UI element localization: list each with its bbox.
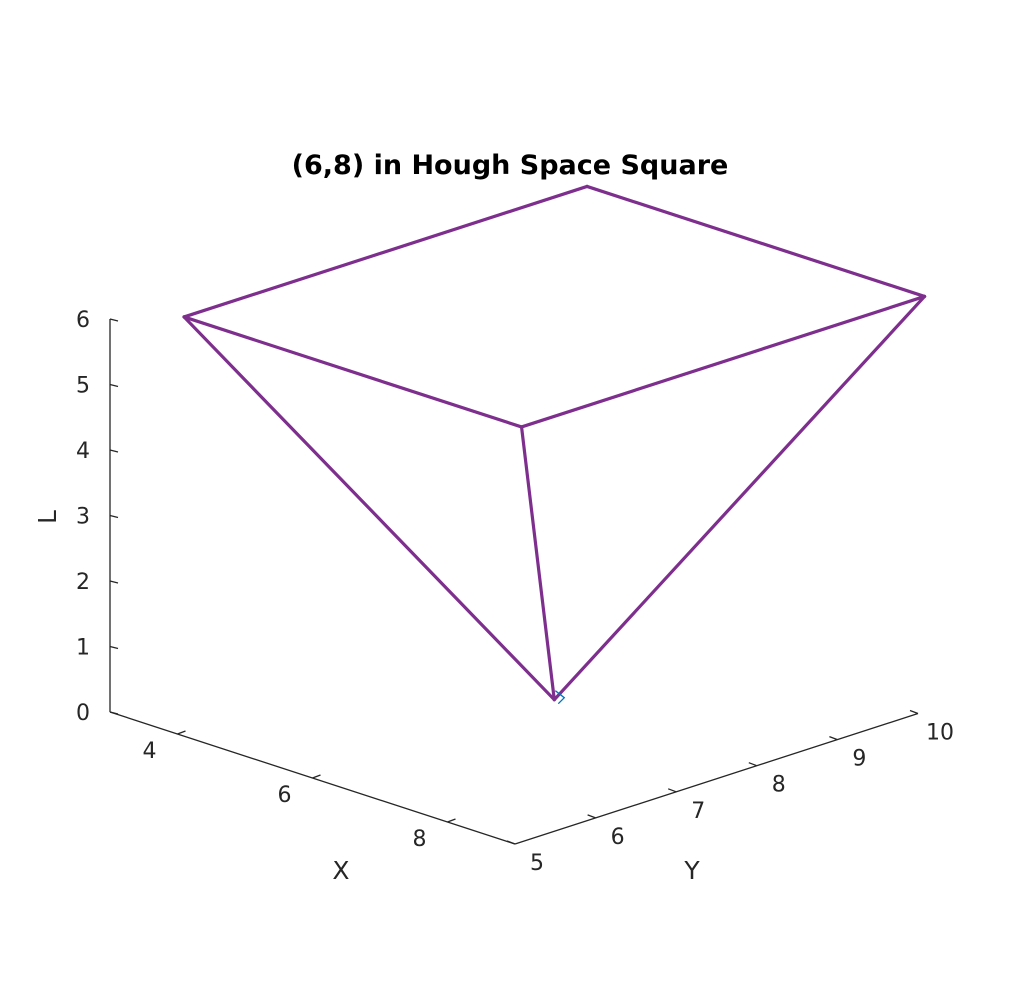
y-tick-label: 7 [691, 798, 706, 824]
z-tick-label: 0 [76, 701, 90, 726]
x-tick-label: 4 [142, 739, 157, 764]
y-axis-line [515, 714, 918, 845]
y-tick-label: 6 [610, 824, 625, 850]
segment-top-edge-far [587, 186, 925, 296]
y-tick-mark [829, 737, 837, 740]
y-tick-label: 8 [771, 772, 786, 798]
y-axis-label: Y [684, 856, 700, 885]
segment-top-edge-left [184, 186, 587, 317]
z-tick-label: 5 [76, 373, 90, 399]
z-tick-mark [110, 450, 118, 452]
y-tick-mark [588, 815, 596, 818]
z-tick-label: 1 [76, 635, 90, 661]
axes [76, 308, 954, 876]
x-tick-label: 6 [277, 783, 292, 808]
z-tick-label: 2 [76, 570, 90, 595]
y-tick-mark [749, 763, 757, 766]
z-axis-label: L [33, 510, 62, 524]
z-tick-mark [110, 647, 118, 649]
z-tick-mark [110, 581, 118, 583]
y-tick-mark [507, 841, 515, 844]
y-tick-label: 10 [926, 720, 954, 746]
segment-top-edge-near [184, 317, 522, 427]
z-tick-label: 4 [76, 439, 90, 464]
x-axis-label: X [332, 856, 350, 885]
z-tick-mark [110, 385, 118, 387]
x-tick-label: 8 [412, 827, 427, 852]
segment-apex-edge-left [184, 317, 554, 700]
z-tick-label: 3 [76, 504, 90, 530]
y-tick-mark [668, 789, 676, 792]
y-tick-label: 9 [852, 746, 867, 772]
segment-apex-edge-front [522, 427, 555, 700]
pyramid-series [184, 186, 925, 703]
x-tick-mark [448, 819, 456, 822]
x-tick-mark [313, 775, 321, 778]
z-tick-label: 6 [76, 308, 90, 333]
y-tick-label: 5 [530, 851, 544, 876]
x-tick-mark [178, 731, 186, 734]
z-tick-mark [110, 319, 118, 321]
z-tick-mark [110, 516, 118, 518]
chart-title: (6,8) in Hough Space Square [291, 150, 729, 181]
y-tick-mark [910, 711, 918, 714]
